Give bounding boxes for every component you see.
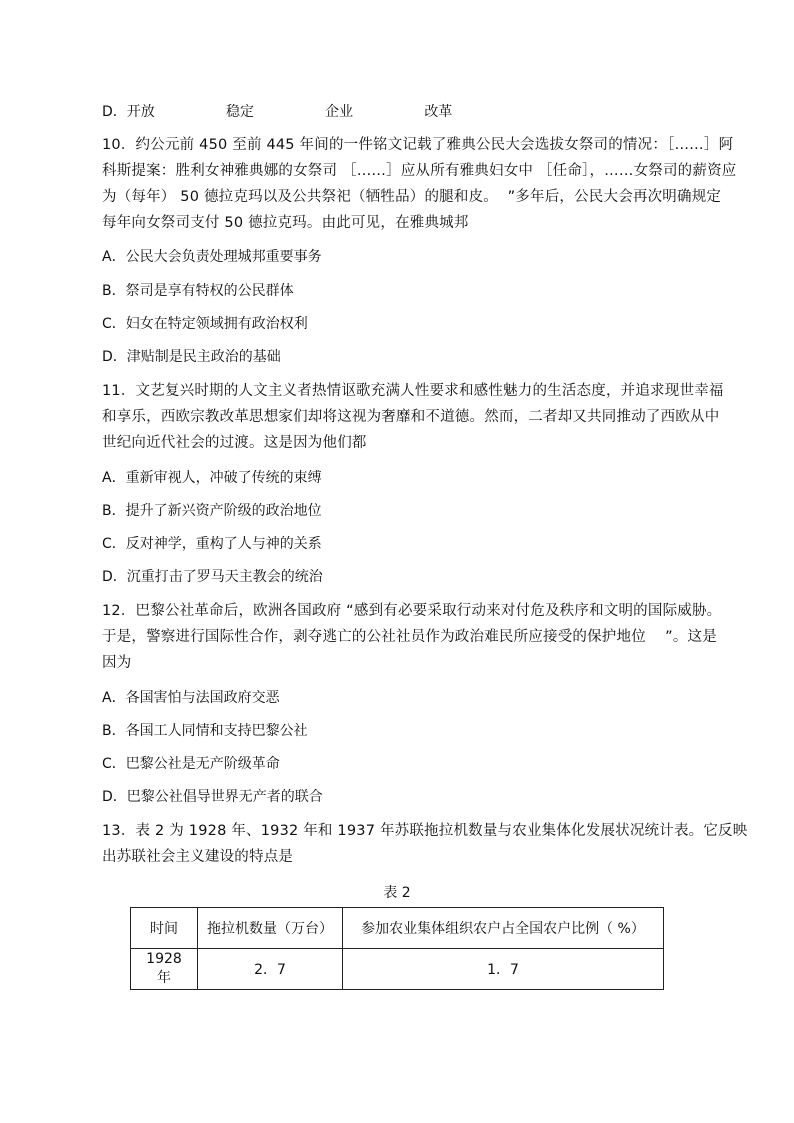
table-header-row bbox=[131, 908, 664, 949]
table-cell: 1928 年 bbox=[131, 949, 198, 990]
q12-option-d: D．巴黎公社倡导世界无产者的联合 bbox=[102, 789, 323, 805]
q10-stem-line: 10．约公元前 450 至前 445 年间的一件铭文记载了雅典公民大会选拔女祭司的情况：［……］阿 bbox=[102, 137, 734, 153]
q12-stem-line: 因为 bbox=[102, 655, 132, 671]
table-row bbox=[131, 949, 664, 990]
q9-option-d: D．开放 稳定 企业 改革 bbox=[102, 104, 453, 120]
table-caption: 表 2 bbox=[383, 885, 411, 901]
statistics-table bbox=[130, 907, 664, 990]
q11-stem-line: 11．文艺复兴时期的人文主义者热情讴歌充满人性要求和感性魅力的生活态度，并追求现世幸福 bbox=[102, 383, 724, 399]
q12-option-c: C．巴黎公社是无产阶级革命 bbox=[102, 756, 280, 772]
table-header-cell: 参加农业集体组织农户占全国农户比例（ %） bbox=[343, 908, 664, 949]
q12-stem-line: 12．巴黎公社革命后，欧洲各国政府 “感到有必要采取行动来对付危及秩序和文明的国际威胁。 bbox=[102, 603, 722, 619]
q10-option-b: B．祭司是享有特权的公民群体 bbox=[102, 283, 294, 299]
q10-option-c: C．妇女在特定领域拥有政治权利 bbox=[102, 316, 308, 332]
q10-stem-line: 每年向女祭司支付 50 德拉克玛。由此可见，在雅典城邦 bbox=[102, 215, 469, 231]
q10-stem-line: 科斯提案：胜利女神雅典娜的女祭司 ［……］应从所有雅典妇女中 ［任命］，……女祭司的薪资应 bbox=[102, 163, 737, 179]
q11-option-c: C．反对神学，重构了人与神的关系 bbox=[102, 536, 322, 552]
q11-option-b: B．提升了新兴资产阶级的政治地位 bbox=[102, 503, 322, 519]
q10-option-d: D．津贴制是民主政治的基础 bbox=[102, 349, 281, 365]
q12-stem-line: 于是，警察进行国际性合作，剥夺逃亡的公社社员作为政治难民所应接受的保护地位 ”。这是 bbox=[102, 629, 717, 645]
table-cell: 1．7 bbox=[343, 949, 664, 990]
table-header-cell: 拖拉机数量（万台） bbox=[198, 908, 343, 949]
table-cell: 2．7 bbox=[198, 949, 343, 990]
q12-option-b: B．各国工人同情和支持巴黎公社 bbox=[102, 723, 308, 739]
q13-stem-line: 13．表 2 为 1928 年、1932 年和 1937 年苏联拖拉机数量与农业集体化发展状况统计表。它反映 bbox=[102, 823, 748, 839]
q11-stem-line: 世纪向近代社会的过渡。这是因为他们都 bbox=[102, 435, 367, 451]
q13-stem-line: 出苏联社会主义建设的特点是 bbox=[102, 849, 294, 865]
q10-stem-line: 为（每年） 50 德拉克玛以及公共祭祀（牺牲品）的腿和皮。 ”多年后，公民大会再次明确规定 bbox=[102, 189, 722, 205]
q11-stem-line: 和享乐，西欧宗教改革思想家们却将这视为奢靡和不道德。然而，二者却又共同推动了西欧从中 bbox=[102, 409, 720, 425]
q12-option-a: A．各国害怕与法国政府交恶 bbox=[102, 690, 280, 706]
q11-option-d: D．沉重打击了罗马天主教会的统治 bbox=[102, 569, 323, 585]
table-header-cell: 时间 bbox=[131, 908, 198, 949]
q10-option-a: A．公民大会负责处理城邦重要事务 bbox=[102, 249, 322, 265]
q11-option-a: A．重新审视人，冲破了传统的束缚 bbox=[102, 470, 322, 486]
